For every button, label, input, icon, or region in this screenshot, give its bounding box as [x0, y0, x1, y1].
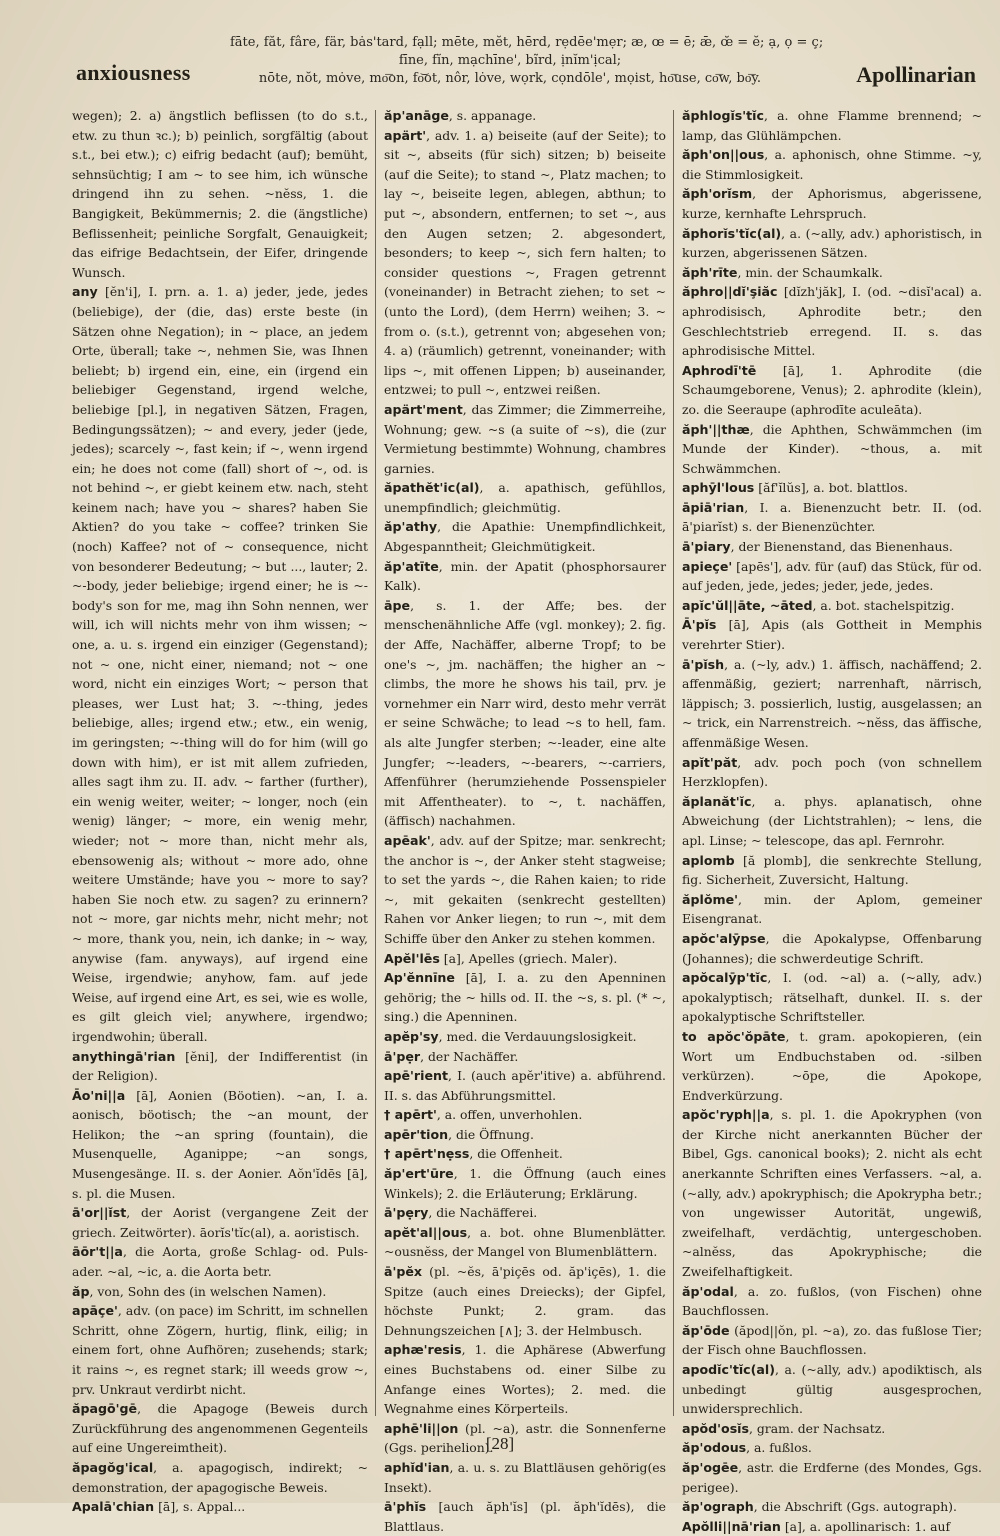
entry-definition: [apēs'], adv. für (auf) das Stück, für od. auf jeden, jede, jedes; jeder, jede, jedes.	[682, 558, 982, 594]
entry-headword: any	[72, 284, 98, 300]
entry-headword: Apalā'chian	[72, 1499, 155, 1515]
entry-headword: āōr't||a	[72, 1244, 123, 1260]
dictionary-entry	[384, 1066, 666, 1105]
entry-definition: , a. fußlos.	[746, 1440, 812, 1456]
dictionary-entry	[682, 1497, 982, 1517]
entry-definition: (pl. ~a), astr. die Sonnenferne (Ggs. perihelion).	[384, 1420, 666, 1456]
entry-headword: ăp'anāge	[384, 108, 449, 123]
dictionary-entry	[682, 498, 982, 537]
dictionary-entry	[72, 1242, 368, 1281]
entry-headword: ā'pĭsh	[682, 656, 725, 672]
dictionary-entry	[682, 106, 982, 145]
dictionary-entry	[72, 1047, 368, 1086]
entry-definition: , der Bienenstand, das Bienenhaus.	[730, 539, 953, 555]
entry-headword: ā'phĭs	[384, 1499, 427, 1515]
entry-definition: , adv. auf der Spitze; mar. senkrecht; the anchor is ~, der Anker steht stagweise; to set the yards ~, die Rahen kaien; to ride ~, mit gekaiten (senkrecht gestellten) Rahen vor Anker liegen; to run ~, mit dem Schiffe über den Anker zu stehen kommen.	[384, 832, 666, 946]
pronunciation-key-line: fāte, făt, fâre, fär, bȧs'tard, fạll; mēte, mĕt, hērd, rẹdēe'mẹr; æ, œ = ē; ǣ, œ̆ = ĕ; ạ, ọ = ç;	[230, 35, 824, 50]
entry-definition: , die Apagoge (Beweis durch Zurückführung des angenommenen Gegenteils auf eine Ungereimtheit).	[72, 1401, 369, 1456]
entry-definition: , a. (~ly, adv.) 1. äffisch, nachäffend; 2. affenmäßig, geziert; narrenhaft, närrisch, läppisch; 3. possierlich, lustig, ausgelassen; an ~ trick, ein Narrenstreich. ~nĕss, das äffische, affenmäßige Wesen.	[682, 656, 982, 750]
entry-definition: , min. der Apatit (phosphorsaurer Kalk).	[384, 558, 666, 594]
entry-definition: (pl. ~ĕs, ā'piçēs od. ăp'içēs), 1. die Spitze (auch eines Dreiecks); der Gipfel, höchste Punkt; 2. gram. das Dehnungszeichen [∧]; 3. der Helmbusch.	[384, 1264, 666, 1338]
entry-headword: ā'pẹr	[384, 1048, 421, 1064]
dictionary-entry	[682, 263, 982, 283]
entry-definition: , a. phys. aplanatisch, ohne Abweichung (der Lichtstrahlen); ~ lens, die apl. Linse; ~ telescope, das apl. Fernrohr.	[682, 793, 982, 848]
entry-definition: , I. (auch apĕr'itive) a. abführend. II. s. das Abführungsmittel.	[384, 1068, 666, 1103]
entry-headword: apärt'ment	[384, 401, 463, 417]
entry-headword: ăp'athy	[384, 519, 438, 535]
entry-headword: aphĭd'ian	[384, 1459, 450, 1475]
entry-definition: , die Öffnung.	[448, 1126, 534, 1142]
entry-definition: , s. appanage.	[448, 108, 537, 123]
entry-definition: [ĕni], der Indifferentist (in der Religion).	[72, 1048, 368, 1084]
entry-definition: [ā], 1. Aphrodite (die Schaumgeborene, Venus); 2. aphrodite (klein), zo. die Seeraupe (aphrodīte aculeāta).	[682, 362, 982, 417]
entry-headword: apĭt'păt	[682, 754, 738, 770]
column-divider	[673, 110, 674, 1416]
dictionary-entry	[682, 1517, 982, 1536]
dictionary-entry	[384, 949, 666, 969]
entry-definition: [ĕn'i], I. prn. a. 1. a) jeder, jede, jedes (beliebige), der (die, das) erste beste (in Sätzen ohne Negation); in ~ place, an jedem Orte, überall; take ~, nehmen Sie, was Ihnen beliebt; b) irgend ein, eine, ein (irgend ein beliebiger Gegenstand, irgend welche, beliebige [pl.], in negativen Sätzen, Fragen, Bedingungssätzen); ~ and every, jeder (jede, jedes); scarcely ~, fast kein; if ~, wenn irgend ein; he does not come (fall) short of ~, od. is not behind ~, er giebt keinem etw. nach, steht keinem nach; have you ~ shares? haben Sie Aktien? do you take ~ coffee? trinken Sie (noch) Kaffee? not of ~ consequence, nicht von besonderer Bedeutung; ~ but ..., lauter; 2. ~-body, jeder beliebige; irgend einer; he is ~-body's son for me, mag ihn Sohn nennen, wer will, ich will nichts mehr von ihm wissen; ~ one, a. u. s. irgend ein einziger (Gegenstand); not ~ one, nicht einer, niemand; not ~ one word, nicht ein einziges Wort; ~ person that pleases, wer Lust hat; 3. ~-thing, jedes beliebige, alles; irgend etw.; etw., ein wenig, im geringsten; ~-thing will do for him (will go down with him), er ist mit allem zufrieden, alles sagt ihm zu. II. adv. ~ farther (further), ein wenig weiter, weiter; ~ longer, noch (ein wenig) länger; ~ more, ein wenig mehr, wieder; not ~ more than, nicht mehr als, ebensowenig als; without ~ more ado, ohne weitere Umstände; have you ~ more to say? haben Sie noch etw. zu sagen? zu erinnern? not ~ more, gar nichts mehr, nicht mehr; not ~ more, thank you, nein, ich danke; in ~ way, anywise (fam. anyways), auf irgend eine Weise, irgendwie; anyhow, fam. auf jede Weise, auf irgend eine Art, es sei, wie es wolle, es gilt gleich viel; anywhere, irgendwo; irgendwohin; überall.	[72, 284, 368, 1044]
entry-headword: ăph'on||ous	[682, 147, 765, 163]
entry-headword: ăplŏme'	[682, 891, 739, 907]
entry-definition: , a. ohne Flamme brennend; ~ lamp, das Glühlämpchen.	[682, 108, 982, 143]
entry-headword: ăp'ert'ūre	[384, 1166, 454, 1182]
entry-definition: , die Nachäfferei.	[428, 1205, 538, 1221]
column-right	[682, 106, 982, 1534]
dictionary-entry	[384, 517, 666, 556]
entry-definition: , 1. die Öffnung (auch eines Winkels); 2. die Erläuterung; Erklärung.	[384, 1166, 666, 1201]
entry-definition: , s. pl. 1. die Apokryphen (von der Kirche nicht anerkannten Bücher der Bibel, Ggs. canonical books); 2. nicht als echt anerkannte Schriften eines Verfassers. ~al, a. (~ally, adv.) apokryphisch; die Apokrypha betr.; von ungewisser Autorität, ungewiß, zweifelhaft, verdächtig, untergeschoben. ~alnĕss, das Apokryphische; die Zweifelhaftigkeit.	[682, 1107, 982, 1280]
entry-definition: , der Nachäffer.	[420, 1048, 519, 1064]
dictionary-entry	[72, 282, 368, 1046]
entry-headword: apēak'	[384, 832, 431, 848]
entry-headword: ăp'ograph	[682, 1499, 754, 1515]
entry-definition: [dĭzh'jăk], I. (od. ~disĭ'acal) a. aphrodisisch, Aphrodite betr.; den Geschlechtstrieb erregend. II. s. das aphrodisische Mittel.	[682, 284, 982, 359]
dictionary-entry	[682, 890, 982, 929]
entry-definition: , adv. poch poch (von schnellem Herzklopfen).	[682, 754, 982, 790]
dictionary-entry	[682, 420, 982, 479]
page-header	[0, 32, 1000, 94]
entry-definition: , a. offen, unverhohlen.	[436, 1107, 583, 1123]
dictionary-entry	[682, 615, 982, 654]
entry-definition: , 1. die Aphäresе (Abwerfung eines Buchstabens od. einer Silbe zu Anfange eines Wortes); 2. med. die Wegnahme eines Körperteils.	[384, 1342, 666, 1417]
entry-definition: , a. bot. stachelspitzig.	[812, 597, 955, 613]
dictionary-entry	[682, 361, 982, 420]
entry-definition: , adv. 1. a) beiseite (auf der Seite); to sit ~, abseits (für sich) sitzen; b) beiseite (auf die Seite); to stand ~, Platz machen; to lay ~, beiseite legen, ablegen, abthun; to put ~, absondern, entfernen; to set ~, aus den Augen setzen; 2. abgesondert, besonders; to keep ~, sich fern halten; to consider questions ~, Fragen getrennt (voneinander) in Betracht ziehen; to set ~ (unto the Lord), (dem Herrn) weihen; 3. ~ from o. (s.t.), getrennt von; abgesehen von; 4. a) (räumlich) getrennt, voneinander; with lips ~, mit offenen Lippen; b) auseinander, entzwei; to pull ~, entzwei reißen.	[384, 127, 666, 398]
entry-headword: āpiā'rian	[682, 499, 745, 515]
entry-definition: , a. apathisch, gefühllos, unempfindlich; gleichmütig.	[384, 480, 666, 515]
entry-headword: ăp'atīte	[384, 558, 439, 574]
dictionary-entry	[384, 106, 666, 126]
entry-headword: ăpagŏg'ical	[72, 1459, 154, 1475]
entry-definition: , s. 1. der Affe; bes. der menschenähnliche Affe (vgl. monkey); 2. fig. der Affe, Nachäffer, alberne Tropf; to be one's ~, jm. nachäffen; the higher an ~ climbs, the more he shows his tail, prv. je vornehmer ein Narr wird, desto mehr verrät er seine Schwäche; to lead ~s to hell, fam. als alte Jungfer sterben; ~-leader, eine alte Jungfer; ~-leaders, ~-bearers, ~-carriers, Affenführer (herumziehende Possenspieler mit Affentheater). to ~, t. nachäffen, (äffisch) nachahmen.	[384, 597, 666, 829]
dictionary-entry	[682, 968, 982, 1027]
dictionary-entry	[682, 1360, 982, 1419]
entry-definition: (ăpod||ŏn, pl. ~a), zo. das fußlose Tier; der Fisch ohne Bauchflossen.	[682, 1322, 982, 1358]
dictionary-entry	[384, 1164, 666, 1203]
entry-definition: , astr. die Erdferne (des Mondes, Ggs. perigee).	[682, 1459, 982, 1495]
entry-headword: ăphorĭs'tĭc(al)	[682, 225, 782, 241]
entry-headword: apāçe'	[72, 1303, 118, 1319]
entry-headword: apŏc'alȳpse	[682, 930, 766, 946]
dictionary-entry	[72, 1203, 368, 1242]
entry-definition: , gram. der Nachsatz.	[749, 1420, 886, 1436]
dictionary-entry	[72, 1086, 368, 1204]
dictionary-entry	[384, 1203, 666, 1223]
entry-headword: ăp'odal	[682, 1283, 734, 1299]
entry-definition: , a. zo. fußlos, (von Fischen) ohne Bauchflossen.	[682, 1283, 982, 1319]
column-divider	[375, 110, 376, 1416]
entry-headword: ā'pẹry	[384, 1205, 429, 1221]
dictionary-entry	[682, 145, 982, 184]
entry-headword: † apērt'	[384, 1107, 437, 1123]
entry-headword: apŏc'ryph||a	[682, 1107, 770, 1123]
entry-definition: , der Aphorismus, abgerissene, kurze, kernhafte Lehrspruch.	[682, 186, 982, 221]
entry-definition: , min. der Aplom, gemeiner Eisengranat.	[682, 891, 982, 927]
entry-headword: apē'rient	[384, 1068, 448, 1084]
dictionary-entry	[72, 106, 368, 282]
entry-headword: Apĕl'lēs	[384, 950, 440, 966]
dictionary-entry	[384, 1144, 666, 1164]
entry-headword: Āo'ni||a	[72, 1087, 126, 1103]
dictionary-entry	[682, 851, 982, 890]
entry-headword: aphȳl'lous	[682, 480, 755, 496]
dictionary-entry	[72, 1497, 368, 1517]
entry-definition: , a. u. s. zu Blattläusen gehörig(es Insekt).	[384, 1459, 666, 1495]
dictionary-entry	[384, 831, 666, 949]
entry-definition: [ă plomb], die senkrechte Stellung, fig. Sicherheit, Zuversicht, Haltung.	[682, 852, 982, 888]
entry-definition: , med. die Verdauungslosigkeit.	[438, 1028, 637, 1044]
dictionary-entry	[682, 537, 982, 557]
dictionary-entry	[682, 282, 982, 360]
entry-definition: , die Apathie: Unempfindlichkeit, Abgespanntheit; Gleichmütigkeit.	[384, 519, 666, 555]
dictionary-entry	[384, 400, 666, 478]
entry-definition: , t. gram. apokopieren, (ein Wort um Endbuchstaben od. -silben verkürzen). ~ōpe, die Apokope, Endverkürzung.	[682, 1028, 982, 1103]
entry-definition: , der Aorist (vergangene Zeit der griech. Zeitwörter). āorĭs'tĭc(al), a. aoristisch.	[72, 1205, 368, 1240]
entry-definition: [ăf'ĭlŭs], a. bot. blattlos.	[754, 480, 908, 496]
entry-headword: ăpathĕt'ic(al)	[384, 480, 480, 496]
entry-headword: ăpagō'gē	[72, 1401, 138, 1417]
dictionary-entry	[384, 1262, 666, 1340]
entry-definition: , a. (~ally, adv.) aphoristisch, in kurzen, abgerissenen Sätzen.	[682, 225, 982, 261]
dictionary-entry	[682, 792, 982, 851]
dictionary-entry	[384, 596, 666, 831]
entry-definition: [a], Apelles (griech. Maler).	[439, 950, 618, 966]
dictionary-entry	[384, 1105, 666, 1125]
entry-definition: , a. aphonisch, ohne Stimme. ~y, die Stimmlosigkeit.	[682, 147, 982, 182]
entry-headword: Ā'pĭs	[682, 617, 717, 633]
dictionary-entry	[384, 478, 666, 517]
entry-headword: ăp	[72, 1283, 90, 1299]
entry-headword: apodĭc'tĭc(al)	[682, 1362, 775, 1377]
entry-definition: [auch ăph'ĭs] (pl. ăph'ĭdēs), die Blattlaus.	[384, 1499, 666, 1534]
entry-definition: , die Abschrift (Ggs. autograph).	[753, 1499, 957, 1515]
entry-headword: apärt'	[384, 127, 427, 143]
dictionary-entry	[682, 1027, 982, 1105]
pronunciation-key	[230, 34, 824, 88]
dictionary-entry	[384, 1047, 666, 1067]
entry-headword: apēr'tion	[384, 1126, 449, 1142]
entry-definition: , a. (~ally, adv.) apodiktisch, als unbedingt gültig ausgesprochen, unwidersprechlich.	[682, 1362, 982, 1417]
dictionary-entry	[682, 596, 982, 616]
dictionary-entry	[72, 1301, 368, 1399]
entry-headword: āpe	[384, 597, 411, 613]
entry-definition: , I. (od. ~al) a. (~ally, adv.) apokalyptisch; rätselhaft, dunkel. II. s. der apokalyptische Schriftsteller.	[682, 970, 982, 1025]
entry-headword: aphæ'resis	[384, 1342, 462, 1358]
dictionary-entry	[384, 557, 666, 596]
entry-headword: aphē'li||on	[384, 1420, 459, 1436]
entry-definition: , von, Sohn des (in welschen Namen).	[89, 1283, 327, 1299]
entry-headword: ăp'odous	[682, 1440, 747, 1456]
pronunciation-key-line: fīne, fĭn, mạchīne', bĩrd, ịnĭm'ịcal;	[398, 53, 622, 68]
entry-headword: apieçe'	[682, 558, 733, 574]
entry-definition: , die Aorta, große Schlag- od. Puls-ader. ~al, ~ic, a. die Aorta betr.	[72, 1244, 368, 1280]
entry-definition: [ā], I. a. zu den Apenninen gehörig; the ~ hills od. II. the ~s, s. pl. (* ~, sing.) die Apenninen.	[384, 970, 666, 1025]
entry-headword: anythingā'rian	[72, 1048, 176, 1064]
dictionary-entry	[682, 929, 982, 968]
entry-headword: ăph'orĭsm	[682, 186, 753, 202]
entry-headword: apŏcalȳp'tĭc	[682, 970, 768, 986]
dictionary-entry	[72, 1458, 368, 1497]
dictionary-entry	[682, 184, 982, 223]
dictionary-entry	[682, 557, 982, 596]
entry-headword: ăphro||dĭ'şiăc	[682, 284, 778, 300]
guide-word-right: Apollinarian	[856, 62, 976, 87]
entry-definition: wegen); 2. a) ängstlich beflissen (to do s.t., etw. zu thun ꝛc.); b) peinlich, sorgfältig (about s.t., bei etw.); c) eifrig bedacht (auf); bemüht, sehnsüchtig; I am ~ to see him, ich wünsche dringend ihn zu sehen. ~nĕss, 1. die Bangigkeit, Bekümmernis; 2. die (ängstliche) Beflissenheit; peinliche Sorgfalt, Genauigkeit; das eifrige Bedachtsein, der Eifer, dringende Wunsch.	[72, 108, 368, 280]
entry-definition: [a], a. apollinarisch: 1. auf	[780, 1518, 951, 1534]
entry-headword: † apērt'nẹss	[384, 1146, 470, 1162]
dictionary-entry	[384, 1125, 666, 1145]
entry-definition: , die Offenheit.	[469, 1146, 563, 1162]
dictionary-entry	[682, 1321, 982, 1360]
entry-headword: ā'or||ĭst	[72, 1205, 127, 1221]
dictionary-entry	[384, 126, 666, 400]
dictionary-entry	[682, 1458, 982, 1497]
entry-headword: ăphlogĭs'tĭc	[682, 108, 764, 123]
entry-headword: apĕp'sy	[384, 1028, 439, 1044]
entry-definition: , a. bot. ohne Blumenblätter. ~ousnĕss, der Mangel von Blumenblättern.	[384, 1224, 666, 1260]
dictionary-entry	[682, 224, 982, 263]
entry-headword: ăplanăt'ĭc	[682, 793, 752, 809]
entry-headword: ăph'||thæ	[682, 421, 750, 437]
entry-headword: to apŏc'ŏpāte	[682, 1028, 786, 1044]
dictionary-entry	[682, 478, 982, 498]
entry-definition: [ā], s. Appal...	[154, 1499, 246, 1515]
dictionary-entry	[384, 1340, 666, 1418]
entry-headword: Aphrodī'tē	[682, 362, 757, 378]
entry-definition: , die Aphthen, Schwämmchen (im Munde der Kinder). ~thous, a. mit Schwämmchen.	[682, 421, 982, 476]
entry-headword: Apŏlli||nā'rian	[682, 1518, 781, 1534]
entry-definition: , das Zimmer; die Zimmerreihe, Wohnung; gew. ~s (a suite of ~s), die (zur Vermietung bestimmte) Wohnung, chambres garnies.	[384, 401, 666, 476]
dictionary-entry	[384, 968, 666, 1027]
dictionary-entry	[682, 1105, 982, 1281]
entry-headword: ā'pĕx	[384, 1264, 423, 1280]
entry-definition: , adv. (on pace) im Schritt, im schnellen Schritt, ohne Zögern, hurtig, flink, eilig; in einem fort, ohne Aufhören; zusehends; stark; it rains ~, es regnet stark; ill weeds grow ~, prv. Unkraut verdirbt nicht.	[72, 1303, 368, 1397]
entry-headword: ā'piary	[682, 539, 731, 555]
dictionary-entry	[682, 655, 982, 753]
entry-headword: aplomb	[682, 852, 735, 868]
entry-definition: , die Apokalypse, Offenbarung (Johannes); die schwerdeutige Schrift.	[682, 930, 982, 966]
guide-word-left: anxiousness	[76, 60, 191, 85]
dictionary-entry	[384, 1458, 666, 1497]
entry-definition: [ā], Aonien (Böotien). ~an, I. a. aonisch, böotisch; the ~an mount, der Helikon; the ~an spring (fountain), die Musenquelle, Aganippe; ~an songs, Musengesänge. II. s. der Aonier. Aŏn'ĭdēs [ā], s. pl. die Musen.	[72, 1087, 368, 1201]
page-number: [28]	[485, 1434, 515, 1453]
entry-headword: ăp'ōde	[682, 1322, 730, 1338]
entry-definition: , a. apagogisch, indirekt; ~ demonstration, der apagogische Beweis.	[72, 1459, 368, 1495]
dictionary-entry	[384, 1497, 666, 1536]
dictionary-entry	[682, 1282, 982, 1321]
pronunciation-key-line: nōte, nŏt, mȯve, mo͞on, fo͝ot, nôr, lȯve, wọrk, cọndōle', mọist, ho͞use, co͞w, bo͞y.	[258, 71, 762, 86]
entry-headword: ăp'ogēe	[682, 1459, 739, 1475]
dictionary-entry	[384, 1027, 666, 1047]
entry-headword: ăph'rīte	[682, 264, 738, 280]
entry-headword: apŏd'osĭs	[682, 1420, 749, 1436]
entry-definition: , min. der Schaumkalk.	[737, 264, 883, 280]
dictionary-entry	[72, 1282, 368, 1302]
entry-definition: [ā], Apis (als Gottheit in Memphis verehrter Stier).	[682, 617, 982, 653]
dictionary-entry	[682, 753, 982, 792]
entry-headword: apĭc'ŭl||āte, ~āted	[682, 597, 813, 613]
dictionary-entry	[384, 1223, 666, 1262]
entry-definition: , I. a. Bienenzucht betr. II. (od. ā'piarĭst) s. der Bienenzüchter.	[682, 499, 982, 535]
column-left	[72, 106, 369, 1515]
entry-headword: apĕt'al||ous	[384, 1224, 468, 1240]
entry-headword: Ap'ĕnnīne	[384, 970, 455, 986]
